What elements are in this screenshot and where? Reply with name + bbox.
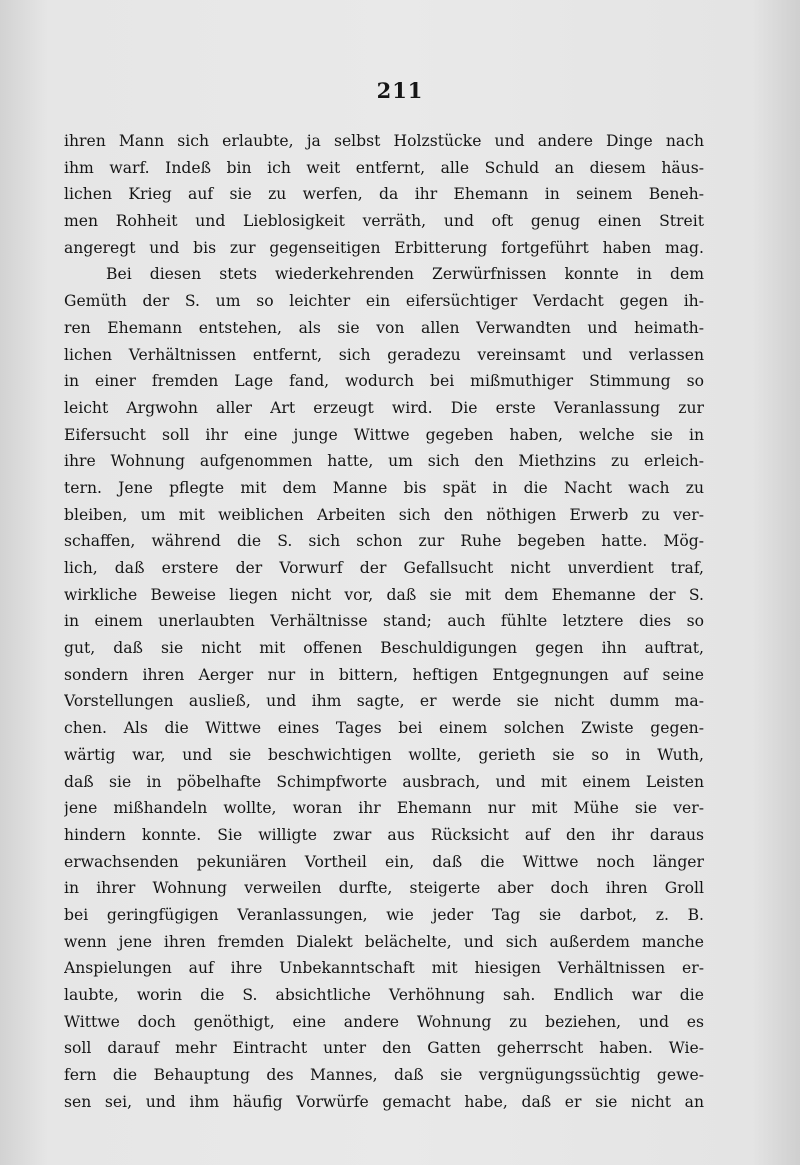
- text-line: Bei diesen stets wiederkehrenden Zerwürfnissen konnte in dem: [106, 265, 704, 284]
- text-line: in einer fremden Lage fand, wodurch bei mißmuthiger Stimmung so: [64, 372, 704, 391]
- text-line: lichen Verhältnissen entfernt, sich geradezu vereinsamt und verlassen: [64, 345, 704, 364]
- text-line: ihren Mann sich erlaubte, ja selbst Holzstücke und andere Dinge nach: [64, 132, 704, 150]
- text-line: gut, daß sie nicht mit offenen Beschuldigungen gegen ihn auftrat,: [64, 639, 704, 658]
- text-line: lich, daß erstere der Vorwurf der Gefallsucht nicht unverdient traf,: [64, 559, 704, 577]
- text-line: hindern konnte. Sie willigte zwar aus Rücksicht auf den ihr daraus: [64, 825, 704, 844]
- text-line: jene mißhandeln wollte, woran ihr Ehemann nur mit Mühe sie ver-: [64, 799, 704, 818]
- text-line: fern die Behauptung des Mannes, daß sie vergnügungssüchtig gewe-: [64, 1066, 704, 1085]
- page-number: 211: [376, 78, 424, 103]
- text-line: wenn jene ihren fremden Dialekt belächelte, und sich außerdem manche: [64, 932, 704, 951]
- text-line: ihm warf. Indeß bin ich weit entfernt, alle Schuld an diesem häus-: [64, 158, 704, 177]
- text-line: wirkliche Beweise liegen nicht vor, daß sie mit dem Ehemanne der S.: [64, 585, 704, 604]
- text-line: Wittwe doch genöthigt, eine andere Wohnung zu beziehen, und es: [64, 1012, 704, 1031]
- text-line: sondern ihren Aerger nur in bittern, heftigen Entgegnungen auf seine: [64, 665, 704, 684]
- text-line: angeregt und bis zur gegenseitigen Erbitterung fortgeführt haben mag.: [64, 238, 704, 257]
- text-line: ren Ehemann entstehen, als sie von allen Verwandten und heimath-: [64, 318, 704, 337]
- text-line: chen. Als die Wittwe eines Tages bei einem solchen Zwiste gegen-: [64, 719, 704, 738]
- text-line: daß sie in pöbelhafte Schimpfworte ausbrach, und mit einem Leisten: [64, 772, 704, 791]
- text-line: laubte, worin die S. absichtliche Verhöhnung sah. Endlich war die: [64, 986, 704, 1004]
- text-line: erwachsenden pekuniären Vortheil ein, daß die Wittwe noch länger: [64, 852, 704, 871]
- text-line: ihre Wohnung aufgenommen hatte, um sich den Miethzins zu erleich-: [64, 452, 704, 471]
- text-line: in ihrer Wohnung verweilen durfte, steigerte aber doch ihren Groll: [64, 879, 704, 898]
- body-text: [64, 128, 704, 1115]
- text-line: soll darauf mehr Eintracht unter den Gatten geherrscht haben. Wie-: [64, 1039, 704, 1058]
- text-line: sen sei, und ihm häufig Vorwürfe gemacht habe, daß er sie nicht an: [64, 1092, 704, 1111]
- text-line: men Rohheit und Lieblosigkeit verräth, und oft genug einen Streit: [64, 212, 704, 231]
- text-line: schaffen, während die S. sich schon zur Ruhe begeben hatte. Mög-: [64, 532, 704, 551]
- text-line: bei geringfügigen Veranlassungen, wie jeder Tag sie darbot, z. B.: [64, 905, 704, 924]
- text-line: in einem unerlaubten Verhältnisse stand; auch fühlte letztere dies so: [64, 612, 704, 631]
- text-line: Anspielungen auf ihre Unbekanntschaft mit hiesigen Verhältnissen er-: [64, 959, 704, 978]
- text-line: tern. Jene pflegte mit dem Manne bis spät in die Nacht wach zu: [64, 478, 704, 497]
- text-line: bleiben, um mit weiblichen Arbeiten sich den nöthigen Erwerb zu ver-: [64, 505, 704, 524]
- text-line: lichen Krieg auf sie zu werfen, da ihr Ehemann in seinem Beneh-: [64, 185, 704, 204]
- text-line: Gemüth der S. um so leichter ein eifersüchtiger Verdacht gegen ih-: [64, 292, 704, 311]
- text-line: wärtig war, und sie beschwichtigen wollte, gerieth sie so in Wuth,: [64, 745, 704, 764]
- text-line: leicht Argwohn aller Art erzeugt wird. Die erste Veranlassung zur: [64, 398, 704, 417]
- text-line: Vorstellungen ausließ, und ihm sagte, er werde sie nicht dumm ma-: [64, 692, 704, 711]
- text-line: Eifersucht soll ihr eine junge Wittwe gegeben haben, welche sie in: [64, 425, 704, 444]
